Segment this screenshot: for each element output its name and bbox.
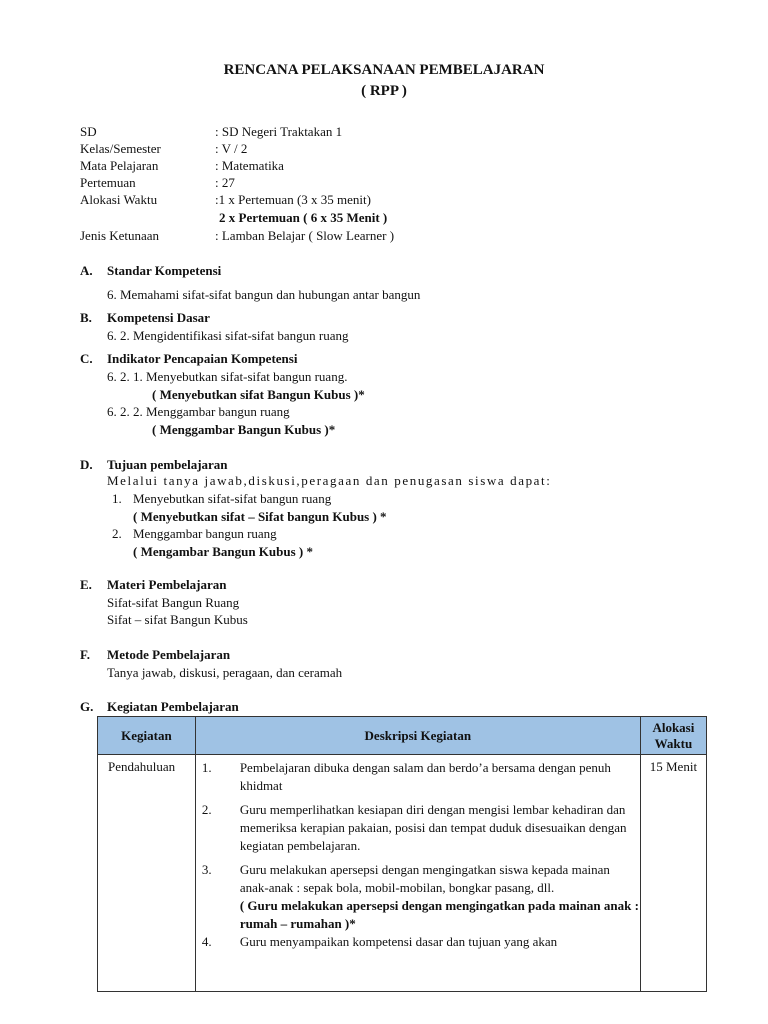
identity-key: Kelas/Semester xyxy=(80,141,161,156)
section-title: Metode Pembelajaran xyxy=(107,647,231,662)
kegiatan-table xyxy=(97,716,707,992)
section-title: Kompetensi Dasar xyxy=(107,310,210,325)
section-text: 6. 2. 2. Menggambar bangun ruang xyxy=(107,404,290,419)
section-text: Sifat-sifat Bangun Ruang xyxy=(107,595,240,610)
step-number: 4. xyxy=(201,934,212,949)
identity-value-continued: 2 x Pertemuan ( 6 x 35 Menit ) xyxy=(219,210,388,225)
column-header-alokasi xyxy=(640,717,706,755)
section-intro: Melalui tanya jawab,diskusi,peragaan dan penugasan siswa dapat: xyxy=(107,473,552,488)
section-title: Materi Pembelajaran xyxy=(107,577,227,592)
step-number: 3. xyxy=(201,862,212,877)
section-letter: D. xyxy=(80,457,93,472)
section-title: Tujuan pembelajaran xyxy=(107,457,228,472)
list-number: 1. xyxy=(112,491,122,506)
identity-key: Jenis Ketunaan xyxy=(80,228,160,243)
alokasi-line-2: Waktu xyxy=(654,735,693,751)
table-row xyxy=(98,755,707,992)
section-letter: G. xyxy=(80,699,94,714)
column-header-kegiatan: Kegiatan xyxy=(98,717,196,755)
identity-value: : 27 xyxy=(215,175,235,190)
identity-row xyxy=(80,192,371,208)
step-text: Guru memperlihatkan kesiapan diri dengan mengisi lembar kehadiran dan memeriksa kerapian pakaian, posisi dan tempat duduk disesuaikan dengan kegiatan pembelajaran. xyxy=(239,802,627,853)
identity-row xyxy=(80,158,284,174)
identity-row xyxy=(80,175,235,191)
deskripsi-cell xyxy=(195,755,640,992)
section-letter: F. xyxy=(80,647,90,662)
identity-key: Mata Pelajaran xyxy=(80,158,159,173)
list-item: Menggambar bangun ruang xyxy=(133,526,277,541)
identity-key: SD xyxy=(80,124,97,139)
step-text: Guru menyampaikan kompetensi dasar dan tujuan yang akan xyxy=(239,934,558,949)
section-title: Standar Kompetensi xyxy=(107,263,222,278)
section-text: Sifat – sifat Bangun Kubus xyxy=(107,612,248,627)
column-header-deskripsi: Deskripsi Kegiatan xyxy=(195,717,640,755)
section-title: Kegiatan Pembelajaran xyxy=(107,699,239,714)
identity-key: Alokasi Waktu xyxy=(80,192,158,207)
step-item xyxy=(196,933,640,951)
list-number: 2. xyxy=(112,526,122,541)
identity-value: : V / 2 xyxy=(215,141,248,156)
alokasi-cell: 15 Menit xyxy=(640,755,706,992)
step-text-bold: ( Guru melakukan apersepsi dengan mengingatkan pada mainan anak : rumah – rumahan )* xyxy=(239,898,639,931)
identity-value: : Matematika xyxy=(215,158,284,173)
step-item xyxy=(196,801,640,855)
section-letter: E. xyxy=(80,577,92,592)
list-item-bold: ( Mengambar Bangun Kubus ) * xyxy=(133,544,313,559)
step-text: Pembelajaran dibuka dengan salam dan berdo’a bersama dengan penuh khidmat xyxy=(239,760,611,793)
identity-value: :1 x Pertemuan (3 x 35 menit) xyxy=(215,192,371,207)
identity-value: : Lamban Belajar ( Slow Learner ) xyxy=(215,228,395,243)
step-body xyxy=(240,861,640,933)
document-title: RENCANA PELAKSANAAN PEMBELAJARAN xyxy=(223,62,545,78)
step-item xyxy=(196,759,640,795)
section-letter: B. xyxy=(80,310,92,325)
list-item: Menyebutkan sifat-sifat bangun ruang xyxy=(133,491,332,506)
step-number: 2. xyxy=(201,802,212,817)
identity-row xyxy=(80,124,342,140)
list-item-bold: ( Menyebutkan sifat – Sifat bangun Kubus ) * xyxy=(133,509,387,524)
section-text-bold: ( Menggambar Bangun Kubus )* xyxy=(152,422,336,437)
identity-row xyxy=(80,141,247,157)
kegiatan-cell: Pendahuluan xyxy=(98,755,196,992)
section-title: Indikator Pencapaian Kompetensi xyxy=(107,351,298,366)
section-letter: A. xyxy=(80,263,93,278)
identity-row xyxy=(80,228,394,244)
step-number: 1. xyxy=(201,760,212,775)
table-header-row xyxy=(98,717,707,755)
alokasi-line-1: Alokasi xyxy=(652,719,695,735)
section-text: 6. Memahami sifat-sifat bangun dan hubungan antar bangun xyxy=(107,287,421,302)
section-text: 6. 2. 1. Menyebutkan sifat-sifat bangun ruang. xyxy=(107,369,348,384)
identity-value: : SD Negeri Traktakan 1 xyxy=(215,124,343,139)
step-text: Guru melakukan apersepsi dengan mengingatkan siswa kepada mainan anak-anak : sepak bola, mobil-mobilan, bongkar pasang, dll. xyxy=(239,862,610,895)
document-subtitle: ( RPP ) xyxy=(361,83,407,99)
section-text: 6. 2. Mengidentifikasi sifat-sifat bangun ruang xyxy=(107,328,349,343)
section-letter: C. xyxy=(80,351,93,366)
section-text: Tanya jawab, diskusi, peragaan, dan ceramah xyxy=(107,665,343,680)
identity-key: Pertemuan xyxy=(80,175,136,190)
section-text-bold: ( Menyebutkan sifat Bangun Kubus )* xyxy=(152,387,365,402)
step-item xyxy=(196,861,640,933)
